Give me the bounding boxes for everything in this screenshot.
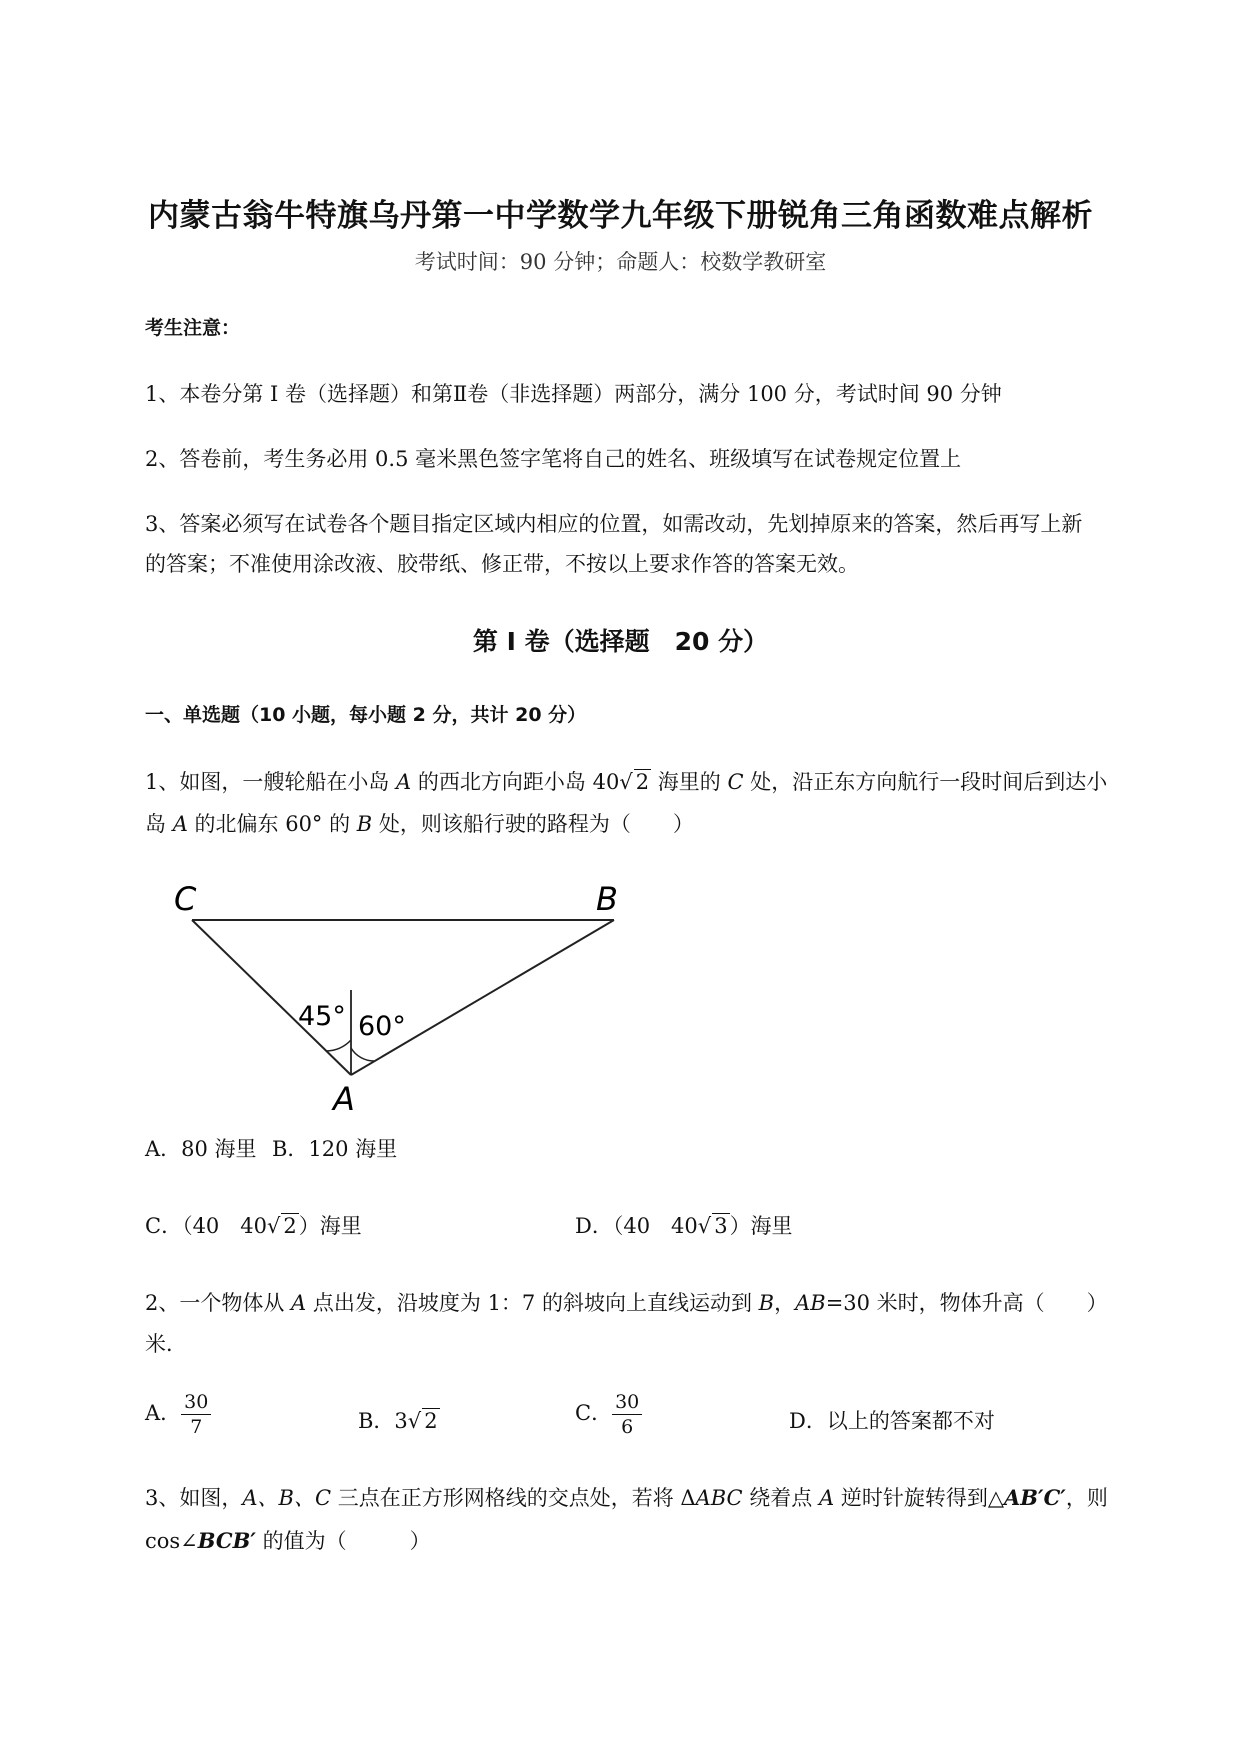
q1-text: 处，沿正东方向航行一段时间后到达小 xyxy=(743,770,1108,794)
option-text: ）海里 xyxy=(729,1214,793,1238)
q2-text: 点出发，沿坡度为 1：7 的斜坡向上直线运动到 xyxy=(306,1291,759,1315)
radicand: 2 xyxy=(283,1214,297,1238)
label-b: B xyxy=(596,880,618,918)
section-title: 第 I 卷（选择题 20 分） xyxy=(472,627,769,656)
q1-line-2 xyxy=(145,808,694,838)
q1-number: 40 xyxy=(592,770,620,794)
sqrt-symbol: √ 2 xyxy=(267,1214,297,1238)
angle-label-60: 60° xyxy=(358,1011,406,1042)
triangle-diagram xyxy=(168,870,648,1110)
angle-label-45: 45° xyxy=(298,1001,346,1032)
radicand: 2 xyxy=(424,1409,438,1433)
q3-line-2 xyxy=(145,1525,431,1555)
q2-point-b: B xyxy=(758,1291,775,1315)
sqrt-symbol: √ 2 xyxy=(619,770,650,794)
page-title: 内蒙古翁牛特旗乌丹第一中学数学九年级下册锐角三角函数难点解析 xyxy=(148,198,1093,234)
q1-text: 的西北方向距小岛 xyxy=(411,770,593,794)
fraction xyxy=(612,1390,642,1439)
q1-point-a: A xyxy=(172,812,188,836)
q1-text: 1、如图，一艘轮船在小岛 xyxy=(145,770,397,794)
notice-item-1: 1、本卷分第 I 卷（选择题）和第Ⅱ卷（非选择题）两部分，满分 100 分，考试时间 90 分钟 xyxy=(145,382,1002,406)
q1-point-a: A xyxy=(396,770,412,794)
q1-point-c: C xyxy=(727,770,744,794)
angle-arc-45 xyxy=(326,1040,351,1051)
option-label: B．3 xyxy=(358,1409,408,1433)
option-text: ）海里 xyxy=(298,1214,362,1238)
q1-text: 的北偏东 60° 的 xyxy=(187,812,357,836)
edge-ca xyxy=(192,920,351,1075)
q3-angle: BCB′ xyxy=(197,1528,256,1553)
q1-option-c xyxy=(145,1210,362,1240)
q3-text: 3、如图， xyxy=(145,1486,243,1510)
numerator: 30 xyxy=(612,1390,642,1415)
numerator: 30 xyxy=(181,1390,211,1415)
denominator: 7 xyxy=(190,1416,203,1438)
q3-text: 三点在正方形网格线的交点处，若将 Δ xyxy=(331,1486,696,1510)
q1-line-1 xyxy=(145,766,1107,796)
q3-triangle-rotated: AB′C′ xyxy=(1003,1485,1066,1510)
q1-option-d xyxy=(575,1210,793,1240)
q3-line-1 xyxy=(145,1482,1108,1512)
q2-line-2: 米． xyxy=(145,1332,187,1356)
part-heading: 一、单选题（10 小题，每小题 2 分，共计 20 分） xyxy=(145,704,587,726)
option-text: 40 xyxy=(219,1214,268,1238)
label-c: C xyxy=(174,880,197,918)
q2-option-d: D．以上的答案都不对 xyxy=(789,1409,995,1433)
q3-point-a: A xyxy=(818,1486,835,1510)
q2-text: ， xyxy=(774,1291,796,1315)
q3-text: ，则 xyxy=(1065,1486,1108,1510)
option-text: C．（40 xyxy=(145,1214,220,1238)
notice-item-3-line-2: 的答案；不准使用涂改液、胶带纸、修正带，不按以上要求作答的答案无效。 xyxy=(145,552,859,576)
q3-text: cos∠ xyxy=(145,1529,198,1553)
q2-text: =30 米时，物体升高（ ） xyxy=(825,1291,1108,1315)
q2-option-c xyxy=(575,1390,642,1439)
sqrt-symbol: √ 3 xyxy=(697,1214,728,1238)
option-text: 40 xyxy=(650,1214,698,1238)
q2-text: 2、一个物体从 xyxy=(145,1291,292,1315)
q1-point-b: B xyxy=(356,812,373,836)
q1-option-a: A．80 海里 xyxy=(145,1137,257,1161)
radicand: 2 xyxy=(635,770,650,794)
radicand: 3 xyxy=(714,1214,728,1238)
label-a: A xyxy=(333,1080,355,1110)
notice-heading: 考生注意： xyxy=(145,317,241,339)
q2-point-a: A xyxy=(291,1291,307,1315)
q3-text: 的值为（ ） xyxy=(255,1529,431,1553)
q3-text: 绕着点 xyxy=(742,1486,819,1510)
q1-figure xyxy=(168,870,648,1114)
notice-item-2: 2、答卷前，考生务必用 0.5 毫米黑色签字笔将自己的姓名、班级填写在试卷规定位置上 xyxy=(145,447,962,471)
q1-text: 处，则该船行驶的路程为（ ） xyxy=(372,812,694,836)
angle-arc-60 xyxy=(351,1048,374,1061)
q1-option-b: B．120 海里 xyxy=(272,1137,398,1161)
option-text: D．（40 xyxy=(575,1214,651,1238)
fraction xyxy=(181,1390,211,1439)
q3-triangle-abc: ABC xyxy=(695,1486,743,1510)
option-label: C． xyxy=(575,1401,613,1425)
option-label: A． xyxy=(145,1401,182,1425)
q2-segment-ab: AB xyxy=(795,1291,826,1315)
q2-line-1 xyxy=(145,1287,1108,1317)
exam-info: 考试时间：90 分钟；命题人：校数学教研室 xyxy=(414,250,827,274)
sqrt-symbol: √ 2 xyxy=(407,1409,438,1433)
q3-points: A、B、C xyxy=(242,1486,332,1510)
q2-option-a xyxy=(145,1390,211,1439)
q1-text: 海里的 xyxy=(651,770,728,794)
denominator: 6 xyxy=(621,1416,634,1438)
q3-text: 逆时针旋转得到△ xyxy=(834,1486,1004,1510)
q1-text: 岛 xyxy=(145,812,173,836)
q2-option-b xyxy=(358,1405,440,1435)
edge-ba xyxy=(351,920,614,1075)
notice-item-3-line-1: 3、答案必须写在试卷各个题目指定区域内相应的位置，如需改动，先划掉原来的答案，然后再写上新 xyxy=(145,512,1083,536)
